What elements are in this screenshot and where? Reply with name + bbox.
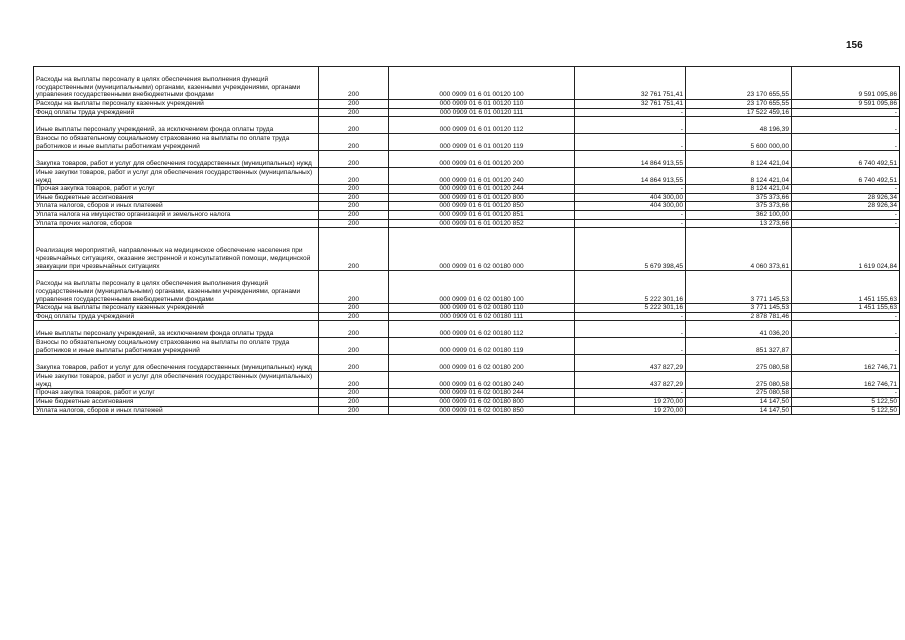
row-code: 200 — [319, 372, 389, 389]
table-row — [34, 168, 900, 185]
row-kbk: 000 0909 01 6 02 00180 000 — [389, 228, 575, 271]
row-rest: 1 619 024,84 — [792, 228, 900, 271]
row-name: Взносы по обязательному социальному страхованию на выплаты по оплате труда работников и иные выплаты работникам учреждений — [34, 338, 319, 355]
table-row — [34, 134, 900, 151]
row-plan: 19 270,00 — [575, 406, 686, 415]
row-plan: 32 761 751,41 — [575, 67, 686, 100]
row-name: Закупка товаров, работ и услуг для обеспечения государственных (муниципальных) нужд — [34, 355, 319, 372]
row-name: Расходы на выплаты персоналу в целях обеспечения выполнения функций государственными (муниципальными) органами, казенными учреждениями, органами управления государственными внебюджетными фондами — [34, 67, 319, 100]
row-plan: 404 300,00 — [575, 202, 686, 211]
row-fact: 375 373,66 — [686, 202, 792, 211]
row-rest: - — [792, 312, 900, 321]
row-code: 200 — [319, 168, 389, 185]
row-rest: 5 122,50 — [792, 406, 900, 415]
row-kbk: 000 0909 01 6 02 00180 110 — [389, 304, 575, 313]
row-fact: 13 273,66 — [686, 219, 792, 228]
row-rest: - — [792, 389, 900, 398]
row-name: Фонд оплаты труда учреждений — [34, 108, 319, 117]
page-number: 156 — [846, 40, 863, 51]
row-fact: 3 771 145,53 — [686, 271, 792, 304]
budget-table-body — [34, 67, 900, 415]
row-plan: - — [575, 108, 686, 117]
row-code: 200 — [319, 389, 389, 398]
row-kbk: 000 0909 01 6 02 00180 850 — [389, 406, 575, 415]
row-kbk: 000 0909 01 6 01 00120 850 — [389, 202, 575, 211]
row-plan: 14 864 913,55 — [575, 151, 686, 168]
row-fact: 4 060 373,61 — [686, 228, 792, 271]
row-plan: - — [575, 312, 686, 321]
row-code: 200 — [319, 193, 389, 202]
row-fact: 375 373,66 — [686, 193, 792, 202]
row-plan: 32 761 751,41 — [575, 100, 686, 109]
row-rest: 162 746,71 — [792, 372, 900, 389]
row-kbk: 000 0909 01 6 01 00120 200 — [389, 151, 575, 168]
row-kbk: 000 0909 01 6 02 00180 200 — [389, 355, 575, 372]
row-rest: 9 591 095,86 — [792, 100, 900, 109]
row-rest: 6 740 492,51 — [792, 151, 900, 168]
row-kbk: 000 0909 01 6 01 00120 851 — [389, 210, 575, 219]
row-rest: 6 740 492,51 — [792, 168, 900, 185]
row-code: 200 — [319, 202, 389, 211]
row-fact: 14 147,50 — [686, 406, 792, 415]
row-fact: 23 170 655,55 — [686, 67, 792, 100]
row-rest: 1 451 155,63 — [792, 271, 900, 304]
row-name: Расходы на выплаты персоналу в целях обеспечения выполнения функций государственными (муниципальными) органами, казенными учреждениями, органами управления государственными внебюджетными фондами — [34, 271, 319, 304]
table-row — [34, 67, 900, 100]
table-row — [34, 338, 900, 355]
row-plan: 437 827,29 — [575, 372, 686, 389]
row-fact: 41 036,20 — [686, 321, 792, 338]
table-row — [34, 117, 900, 134]
row-code: 200 — [319, 355, 389, 372]
row-plan: - — [575, 117, 686, 134]
row-plan: - — [575, 134, 686, 151]
row-kbk: 000 0909 01 6 01 00120 100 — [389, 67, 575, 100]
row-code: 200 — [319, 100, 389, 109]
row-fact: 8 124 421,04 — [686, 168, 792, 185]
row-kbk: 000 0909 01 6 01 00120 110 — [389, 100, 575, 109]
row-name: Уплата налогов, сборов и иных платежей — [34, 202, 319, 211]
table-row — [34, 312, 900, 321]
table-row — [34, 185, 900, 194]
row-code: 200 — [319, 108, 389, 117]
table-row — [34, 355, 900, 372]
table-row — [34, 397, 900, 406]
row-plan: - — [575, 185, 686, 194]
row-rest: - — [792, 108, 900, 117]
row-rest: - — [792, 210, 900, 219]
table-row — [34, 219, 900, 228]
row-code: 200 — [319, 406, 389, 415]
row-fact: 8 124 421,04 — [686, 151, 792, 168]
row-kbk: 000 0909 01 6 02 00180 112 — [389, 321, 575, 338]
row-plan: 404 300,00 — [575, 193, 686, 202]
row-kbk: 000 0909 01 6 02 00180 240 — [389, 372, 575, 389]
table-row — [34, 321, 900, 338]
row-name: Закупка товаров, работ и услуг для обеспечения государственных (муниципальных) нужд — [34, 151, 319, 168]
row-rest: 1 451 155,63 — [792, 304, 900, 313]
row-name: Реализация мероприятий, направленных на медицинское обеспечение населения при чрезвычайных ситуациях, оказание экстренной и консультативной помощи, медицинской эвакуации при чрезвычайных ситуациях — [34, 228, 319, 271]
table-row — [34, 108, 900, 117]
row-name: Иные закупки товаров, работ и услуг для обеспечения государственных (муниципальных) нужд — [34, 372, 319, 389]
row-code: 200 — [319, 321, 389, 338]
row-plan: 5 679 398,45 — [575, 228, 686, 271]
row-plan: - — [575, 389, 686, 398]
table-row — [34, 193, 900, 202]
table-row — [34, 202, 900, 211]
row-name: Уплата налогов, сборов и иных платежей — [34, 406, 319, 415]
row-code: 200 — [319, 219, 389, 228]
row-plan: 5 222 301,16 — [575, 304, 686, 313]
row-code: 200 — [319, 228, 389, 271]
row-fact: 14 147,50 — [686, 397, 792, 406]
row-fact: 362 100,00 — [686, 210, 792, 219]
row-rest: - — [792, 338, 900, 355]
row-code: 200 — [319, 210, 389, 219]
row-fact: 275 080,58 — [686, 372, 792, 389]
row-rest: 9 591 095,86 — [792, 67, 900, 100]
row-code: 200 — [319, 117, 389, 134]
table-row — [34, 271, 900, 304]
row-code: 200 — [319, 67, 389, 100]
row-kbk: 000 0909 01 6 02 00180 111 — [389, 312, 575, 321]
row-fact: 48 196,39 — [686, 117, 792, 134]
row-kbk: 000 0909 01 6 02 00180 119 — [389, 338, 575, 355]
row-name: Иные выплаты персоналу учреждений, за исключением фонда оплаты труда — [34, 117, 319, 134]
row-rest: 28 926,34 — [792, 202, 900, 211]
row-fact: 851 327,87 — [686, 338, 792, 355]
row-name: Иные выплаты персоналу учреждений, за исключением фонда оплаты труда — [34, 321, 319, 338]
row-kbk: 000 0909 01 6 01 00120 800 — [389, 193, 575, 202]
row-rest: - — [792, 185, 900, 194]
budget-table — [33, 66, 900, 415]
row-name: Иные бюджетные ассигнования — [34, 193, 319, 202]
row-name: Фонд оплаты труда учреждений — [34, 312, 319, 321]
row-fact: 275 080,58 — [686, 389, 792, 398]
row-name: Уплата прочих налогов, сборов — [34, 219, 319, 228]
row-rest: - — [792, 219, 900, 228]
table-row — [34, 100, 900, 109]
row-kbk: 000 0909 01 6 01 00120 111 — [389, 108, 575, 117]
row-kbk: 000 0909 01 6 02 00180 244 — [389, 389, 575, 398]
row-kbk: 000 0909 01 6 01 00120 852 — [389, 219, 575, 228]
row-code: 200 — [319, 338, 389, 355]
row-rest: - — [792, 134, 900, 151]
row-fact: 17 522 459,16 — [686, 108, 792, 117]
table-row — [34, 406, 900, 415]
row-plan: 437 827,29 — [575, 355, 686, 372]
row-kbk: 000 0909 01 6 01 00120 240 — [389, 168, 575, 185]
row-plan: - — [575, 210, 686, 219]
row-fact: 8 124 421,04 — [686, 185, 792, 194]
row-code: 200 — [319, 271, 389, 304]
row-kbk: 000 0909 01 6 01 00120 244 — [389, 185, 575, 194]
row-code: 200 — [319, 304, 389, 313]
table-row — [34, 228, 900, 271]
row-rest: 5 122,50 — [792, 397, 900, 406]
row-kbk: 000 0909 01 6 02 00180 100 — [389, 271, 575, 304]
row-plan: 5 222 301,16 — [575, 271, 686, 304]
row-name: Уплата налога на имущество организаций и земельного налога — [34, 210, 319, 219]
table-row — [34, 210, 900, 219]
table-row — [34, 151, 900, 168]
row-code: 200 — [319, 151, 389, 168]
row-name: Расходы на выплаты персоналу казенных учреждений — [34, 304, 319, 313]
row-kbk: 000 0909 01 6 01 00120 119 — [389, 134, 575, 151]
row-code: 200 — [319, 312, 389, 321]
row-name: Иные закупки товаров, работ и услуг для обеспечения государственных (муниципальных) нужд — [34, 168, 319, 185]
row-rest: - — [792, 321, 900, 338]
row-rest: 162 746,71 — [792, 355, 900, 372]
row-name: Взносы по обязательному социальному страхованию на выплаты по оплате труда работников и иные выплаты работникам учреждений — [34, 134, 319, 151]
row-rest: - — [792, 117, 900, 134]
row-plan: - — [575, 321, 686, 338]
row-code: 200 — [319, 185, 389, 194]
row-code: 200 — [319, 134, 389, 151]
row-name: Прочая закупка товаров, работ и услуг — [34, 389, 319, 398]
row-name: Прочая закупка товаров, работ и услуг — [34, 185, 319, 194]
row-kbk: 000 0909 01 6 02 00180 800 — [389, 397, 575, 406]
row-rest: 28 926,34 — [792, 193, 900, 202]
row-fact: 23 170 655,55 — [686, 100, 792, 109]
table-row — [34, 304, 900, 313]
row-plan: - — [575, 338, 686, 355]
row-plan: 19 270,00 — [575, 397, 686, 406]
row-plan: 14 864 913,55 — [575, 168, 686, 185]
row-name: Иные бюджетные ассигнования — [34, 397, 319, 406]
table-row — [34, 389, 900, 398]
row-fact: 275 080,58 — [686, 355, 792, 372]
row-fact: 5 600 000,00 — [686, 134, 792, 151]
row-plan: - — [575, 219, 686, 228]
row-code: 200 — [319, 397, 389, 406]
row-name: Расходы на выплаты персоналу казенных учреждений — [34, 100, 319, 109]
row-fact: 3 771 145,53 — [686, 304, 792, 313]
row-fact: 2 878 781,46 — [686, 312, 792, 321]
row-kbk: 000 0909 01 6 01 00120 112 — [389, 117, 575, 134]
table-row — [34, 372, 900, 389]
